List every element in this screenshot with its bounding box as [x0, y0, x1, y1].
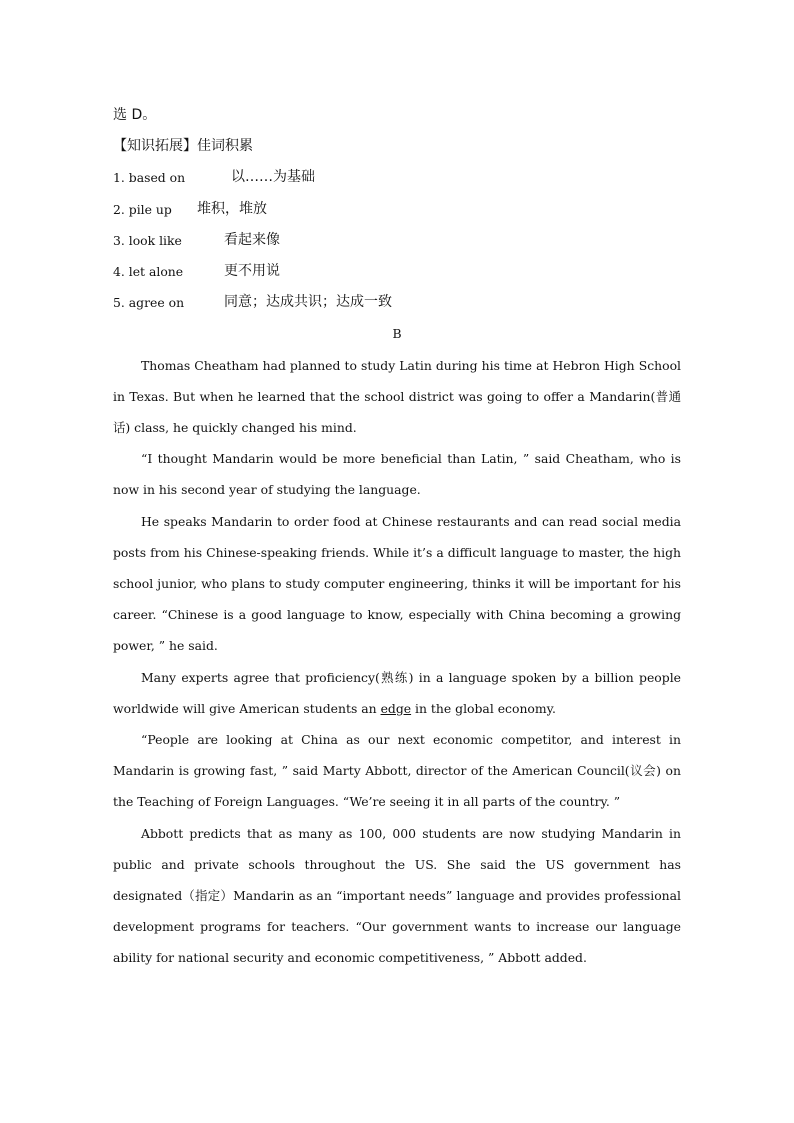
answer-line: 选 D。	[113, 107, 157, 123]
vocab-term: 4. let alone	[113, 264, 184, 280]
passage-paragraph-3: He speaks Mandarin to order food at Chinese restaurants and can read social media posts from his Chinese-speaking friends. While it’s a difficult language to master, the high school junior, who plans to study computer engineering, thinks it will be important for his career. “Chinese is a good language to know, especially with China becoming a growing power, ” he said.	[113, 513, 681, 654]
vocab-definition: 以……为基础	[231, 169, 315, 186]
vocab-term: 1. based on	[113, 170, 186, 186]
section-label: B	[392, 326, 402, 342]
vocab-item-3	[113, 225, 681, 256]
vocab-item-1	[113, 162, 681, 193]
vocab-definition: 更不用说	[224, 263, 280, 280]
paragraph-4-text-a: Many experts agree that proficiency(熟练) in a language spoken by a billion people worldwide will give American students an	[113, 669, 681, 716]
vocab-item-5	[113, 287, 681, 318]
vocab-definition: 看起来像	[224, 231, 280, 248]
vocab-term: 2. pile up	[113, 201, 172, 217]
passage-paragraph-5: “People are looking at China as our next economic competitor, and interest in Mandarin is growing fast, ” said Marty Abbott, director of the American Council(议会) on the Teaching of Foreign Languages. “We’re seeing it in all parts of the country. ”	[113, 732, 681, 810]
vocab-term: 5. agree on	[113, 295, 185, 311]
passage-paragraph-6: Abbott predicts that as many as 100, 000 students are now studying Mandarin in public and private schools throughout the US. She said the US government has designated（指定）Mandarin as an “important needs” language and provides professional development programs for teachers. “Our government wants to increase our language ability for national security and economic competitiveness, ” Abbott added.	[113, 825, 681, 966]
vocab-definition: 堆积，堆放	[197, 200, 267, 217]
paragraph-4-text-b: in the global economy.	[411, 700, 556, 716]
vocab-item-4	[113, 256, 681, 287]
vocab-item-2	[113, 194, 681, 225]
knowledge-heading: 【知识拓展】佳词积累	[113, 138, 253, 155]
passage-paragraph-4	[113, 662, 681, 724]
passage-paragraph-2: “I thought Mandarin would be more beneficial than Latin, ” said Cheatham, who is now in his second year of studying the language.	[113, 451, 681, 498]
underlined-word-edge: edge	[380, 700, 412, 716]
page-content	[113, 100, 681, 974]
vocab-term: 3. look like	[113, 232, 182, 248]
vocab-definition: 同意；达成共识；达成一致	[224, 294, 392, 311]
passage-paragraph-1: Thomas Cheatham had planned to study Latin during his time at Hebron High School in Texas. But when he learned that the school district was going to offer a Mandarin(普通话) class, he quickly changed his mind.	[113, 357, 681, 436]
